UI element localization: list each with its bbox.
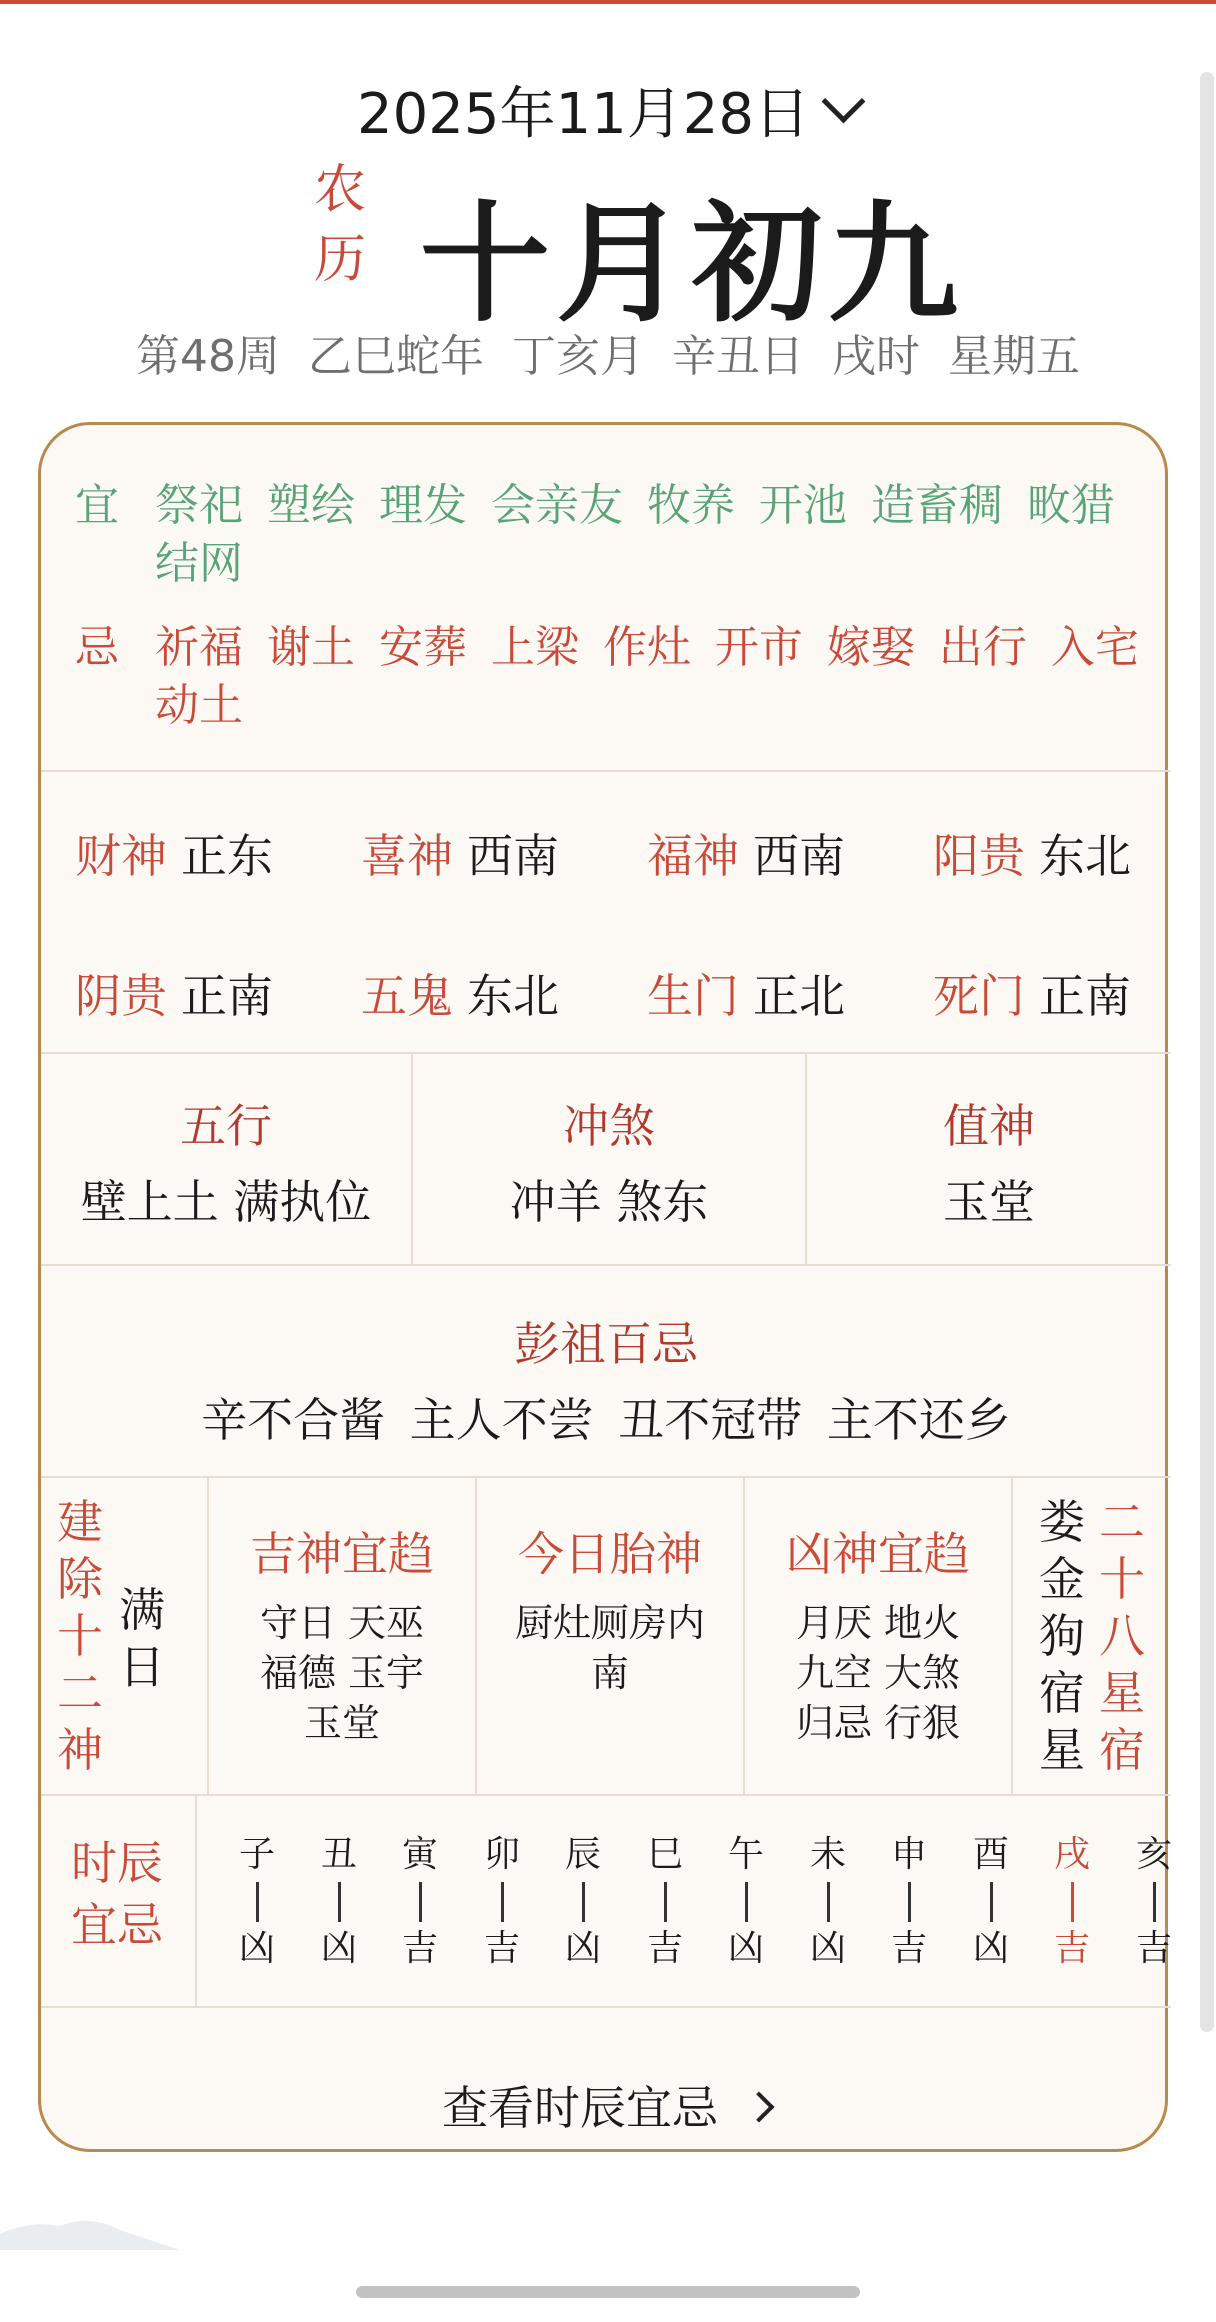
- current-shichen: 戌时: [832, 331, 920, 382]
- date-subinfo: [0, 320, 1216, 384]
- god-direction: 正北: [753, 969, 845, 1023]
- shichen-branch: 申: [890, 1834, 927, 1875]
- solar-date-selector[interactable]: [0, 70, 1216, 150]
- shichen-luck: 吉: [483, 1928, 520, 1969]
- view-shichen-label: 查看时辰宜忌: [442, 2081, 718, 2135]
- jishen-cell: [209, 1478, 475, 1796]
- god-cell: [647, 960, 845, 1026]
- zhishen-value: 玉堂: [943, 1175, 1035, 1229]
- god-name: 喜神: [361, 829, 453, 883]
- shichen-branch: 巳: [646, 1834, 683, 1875]
- shichen-luck: 吉: [646, 1928, 683, 1969]
- shen-section: [41, 1478, 1171, 1796]
- god-name: 死门: [933, 969, 1025, 1023]
- shichen-divider: [338, 1882, 341, 1922]
- day-ganzhi: 辛丑日: [672, 331, 804, 382]
- gods-direction-section: [41, 772, 1171, 1054]
- xiongshen-line: 归忌 行狠: [795, 1701, 961, 1745]
- chevron-down-icon: [822, 80, 866, 124]
- shichen-item: [557, 1832, 609, 1972]
- ji-label: 忌: [75, 622, 119, 673]
- shichen-luck: 吉: [1053, 1928, 1090, 1969]
- shichen-divider: [501, 1882, 504, 1922]
- jianchu-value: 满日: [119, 1583, 165, 1694]
- xiongshen-line: 月厌 地火: [795, 1601, 961, 1645]
- month-ganzhi: 丁亥月: [512, 331, 644, 382]
- shichen-item: [802, 1832, 854, 1972]
- god-direction: 正南: [1039, 969, 1131, 1023]
- shichen-branch: 亥: [1135, 1834, 1172, 1875]
- zhishen-title: 值神: [943, 1099, 1035, 1153]
- lunar-badge-char: 历: [313, 230, 366, 290]
- taishen-cell: [477, 1478, 743, 1796]
- view-shichen-link[interactable]: [41, 2008, 1171, 2208]
- shichen-branch: 戌: [1053, 1834, 1090, 1875]
- shichen-divider: [1071, 1882, 1074, 1922]
- god-name: 财神: [75, 829, 167, 883]
- shichen-luck: 凶: [809, 1928, 846, 1969]
- weekday: 星期五: [948, 331, 1080, 382]
- god-cell: [647, 820, 845, 886]
- home-indicator[interactable]: [356, 2286, 860, 2298]
- shichen-luck: 凶: [238, 1928, 275, 1969]
- shichen-luck: 吉: [1135, 1928, 1172, 1969]
- shichen-branch: 子: [238, 1834, 275, 1875]
- shichen-branch: 辰: [564, 1834, 601, 1875]
- god-cell: [933, 960, 1131, 1026]
- god-cell: [361, 820, 559, 886]
- chevron-right-icon: [743, 2091, 774, 2122]
- lunar-date: 十月初九: [420, 188, 965, 340]
- god-name: 阳贵: [933, 829, 1025, 883]
- xiongshen-line: 九空 大煞: [795, 1651, 961, 1695]
- chongsha-cell: [413, 1054, 805, 1264]
- shichen-item: [883, 1832, 935, 1972]
- shichen-divider: [1153, 1882, 1156, 1922]
- shichen-luck: 凶: [320, 1928, 357, 1969]
- divider: [195, 1796, 197, 2008]
- god-cell: [75, 960, 273, 1026]
- shichen-item: [720, 1832, 772, 1972]
- god-direction: 西南: [753, 829, 845, 883]
- shichen-luck: 吉: [890, 1928, 927, 1969]
- shichen-divider: [827, 1882, 830, 1922]
- jianchu-cell: [41, 1478, 207, 1796]
- shichen-item: [965, 1832, 1017, 1972]
- taishen-line: 厨灶厕房内: [514, 1601, 705, 1645]
- shichen-item: [394, 1832, 446, 1972]
- hours-label-line: 时辰: [71, 1836, 163, 1890]
- jianchu-label: 建除十二神: [57, 1495, 103, 1777]
- pengzu-title: 彭祖百忌: [514, 1317, 698, 1371]
- god-direction: 正南: [181, 969, 273, 1023]
- shichen-branch: 酉: [972, 1834, 1009, 1875]
- hours-label-line: 宜忌: [71, 1898, 163, 1952]
- shichen-item: [231, 1832, 283, 1972]
- wuxing-chongsha-section: [41, 1054, 1171, 1266]
- almanac-card: [38, 422, 1172, 2152]
- hours-label: [57, 1832, 177, 1956]
- god-cell: [75, 820, 273, 886]
- god-cell: [361, 960, 559, 1026]
- wuxing-title: 五行: [180, 1099, 272, 1153]
- shichen-item: [639, 1832, 691, 1972]
- god-direction: 正东: [181, 829, 273, 883]
- jishen-line: 玉堂: [303, 1701, 380, 1745]
- mountain-decoration: [0, 2210, 180, 2250]
- xiongshen-title: 凶神宜趋: [786, 1527, 970, 1581]
- shichen-divider: [908, 1882, 911, 1922]
- shichen-branch: 丑: [320, 1834, 357, 1875]
- shichen-item: [1128, 1832, 1180, 1972]
- god-name: 阴贵: [75, 969, 167, 1023]
- lunar-badge-char: 农: [313, 160, 366, 220]
- god-name: 五鬼: [361, 969, 453, 1023]
- shichen-branch: 寅: [401, 1834, 438, 1875]
- god-cell: [933, 820, 1131, 886]
- shichen-luck: 吉: [401, 1928, 438, 1969]
- week-number: 第48周: [136, 331, 280, 382]
- god-direction: 东北: [1039, 829, 1131, 883]
- shichen-item: [476, 1832, 528, 1972]
- xiu-label: 二十八星宿: [1099, 1495, 1145, 1777]
- jishen-title: 吉神宜趋: [250, 1527, 434, 1581]
- shichen-divider: [990, 1882, 993, 1922]
- taishen-title: 今日胎神: [518, 1527, 702, 1581]
- yi-label: 宜: [75, 480, 119, 531]
- shichen-branch: 卯: [483, 1834, 520, 1875]
- ji-items: 祈福 谢土 安葬 上梁 作灶 开市 嫁娶 出行 入宅 动土: [155, 622, 1139, 731]
- chongsha-title: 冲煞: [563, 1099, 655, 1153]
- god-direction: 东北: [467, 969, 559, 1023]
- yi-items: 祭祀 塑绘 理发 会亲友 牧养 开池 造畜稠 畋猎 结网: [155, 480, 1115, 589]
- shichen-divider: [664, 1882, 667, 1922]
- chongsha-value: 冲羊 煞东: [509, 1175, 709, 1229]
- xiu-cell: [1013, 1478, 1171, 1796]
- shichen-branch: 午: [727, 1834, 764, 1875]
- shichen-luck: 凶: [972, 1928, 1009, 1969]
- shichen-luck: 凶: [727, 1928, 764, 1969]
- lunar-badge: [312, 155, 368, 295]
- zhishen-cell: [807, 1054, 1171, 1264]
- solar-date: 2025年11月28日: [356, 82, 811, 147]
- shichen-divider: [745, 1882, 748, 1922]
- shichen-branch: 未: [809, 1834, 846, 1875]
- yiji-section: [41, 425, 1171, 772]
- shichen-item: [1046, 1832, 1098, 1972]
- wuxing-cell: [41, 1054, 411, 1264]
- shichen-divider: [419, 1882, 422, 1922]
- year-ganzhi: 乙巳蛇年: [308, 331, 484, 382]
- xiongshen-list: [745, 1598, 1011, 1748]
- xiongshen-cell: [745, 1478, 1011, 1796]
- hours-section: [41, 1796, 1171, 2008]
- god-direction: 西南: [467, 829, 559, 883]
- jishen-line: 守日 天巫: [259, 1601, 425, 1645]
- shichen-luck: 凶: [564, 1928, 601, 1969]
- jishen-line: 福德 玉宇: [259, 1651, 425, 1695]
- xiu-value: 娄金狗宿星: [1039, 1495, 1085, 1777]
- pengzu-section: [41, 1266, 1171, 1478]
- wuxing-value: 壁上土 满执位: [80, 1175, 372, 1229]
- shichen-item: [313, 1832, 365, 1972]
- shichen-divider: [582, 1882, 585, 1922]
- taishen-list: [477, 1598, 743, 1698]
- jishen-list: [209, 1598, 475, 1748]
- god-name: 生门: [647, 969, 739, 1023]
- god-name: 福神: [647, 829, 739, 883]
- pengzu-text: 辛不合酱 主人不尝 丑不冠带 主不还乡: [201, 1393, 1011, 1447]
- top-accent-line: [0, 0, 1216, 4]
- shichen-divider: [256, 1882, 259, 1922]
- taishen-line: 南: [590, 1651, 629, 1695]
